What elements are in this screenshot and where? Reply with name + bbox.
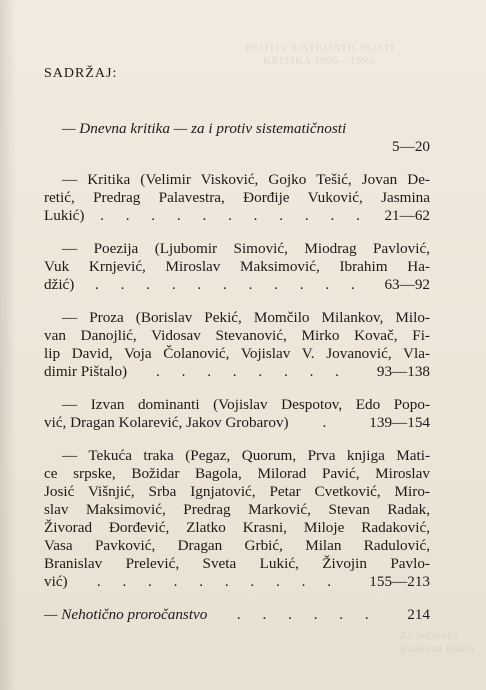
toc-leader-dots: . . . . . . . . xyxy=(156,363,348,380)
toc-entry-last-line xyxy=(44,606,430,624)
toc-entry-pages: 214 xyxy=(407,606,430,623)
toc-entry-pages: 155—213 xyxy=(369,573,430,590)
bleed-line: Radovan Rakin xyxy=(400,643,475,655)
toc-leader-dots: . . . . . . . . . . . xyxy=(95,276,364,293)
toc-entry-last-line xyxy=(44,363,430,381)
toc-entry-proza[interactable] xyxy=(44,309,430,381)
toc-entry-line: dimir Pištalo) xyxy=(44,363,128,380)
bleed-line: Za izdavača xyxy=(400,630,459,642)
toc-entry-title: — Dnevna kritika — za i protiv sistematičnosti xyxy=(62,120,347,137)
toc-entry-line: — Tekuća traka (Pegaz, Quorum, Prva knjiga Mati- xyxy=(62,447,430,464)
bleed-line: KRITIKA 1990—1993. xyxy=(262,55,378,67)
toc-entry-line: Vuk Krnjević, Miroslav Maksimović, Ibrahim Ha- xyxy=(44,258,430,275)
toc-entry-line: Živorad Đorđević, Zlatko Krasni, Miloje Radaković, xyxy=(44,519,430,536)
toc-entry-title: — Nehotično proročanstvo xyxy=(44,606,208,623)
toc-entry-line: vić, Dragan Kolarević, Jakov Grobarov) xyxy=(44,414,289,431)
toc-entry-last-line xyxy=(44,276,430,294)
toc-entry-poezija[interactable] xyxy=(44,240,430,294)
toc-entry-pages: 21—62 xyxy=(384,207,430,224)
toc-entry-line: džić) xyxy=(44,276,75,293)
toc-entry-line: Vasa Pavković, Dragan Grbić, Milan Radulović, xyxy=(44,537,430,554)
toc-entry-nehoticno-prorocanstvo[interactable] xyxy=(44,606,430,624)
toc-entry-line: ce srpske, Božidar Bagola, Milorad Pavić, Miroslav xyxy=(44,465,430,482)
toc-entry-line: van Danojlić, Vidosav Stevanović, Mirko Kovač, Fi- xyxy=(44,327,430,344)
toc-entry-pages: 5—20 xyxy=(392,138,430,155)
toc-entry-kritika[interactable] xyxy=(44,171,430,225)
toc-entry-line: slav Maksimović, Predrag Marković, Stevan Radak, xyxy=(44,501,430,518)
toc-entry-pages: 139—154 xyxy=(369,414,430,431)
toc-entry-tekuca-traka[interactable] xyxy=(44,447,430,591)
toc-leader-dots: . xyxy=(322,414,336,431)
bleed-through-text-top xyxy=(240,42,400,68)
toc-entry-dnevna-kritika[interactable] xyxy=(44,120,430,156)
toc-leader-dots: . . . . . . . . . . xyxy=(96,573,340,590)
toc-entry-line: Lukić) xyxy=(44,207,85,224)
toc-entry-line: — Proza (Borislav Pekić, Momčilo Milankov, Milo- xyxy=(62,309,430,326)
table-of-contents xyxy=(44,120,430,639)
toc-entry-line: retić, Predrag Palavestra, Đorđije Vuković, Jasmina xyxy=(44,189,430,206)
toc-entry-line: — Poezija (Ljubomir Simović, Miodrag Pavlović, xyxy=(62,240,430,257)
toc-entry-line: — Kritika (Velimir Visković, Gojko Tešić, Jovan De- xyxy=(62,171,430,188)
toc-entry-last-line xyxy=(44,414,430,432)
toc-entry-izvan-dominanti[interactable] xyxy=(44,396,430,432)
toc-entry-pages: 63—92 xyxy=(384,276,430,293)
toc-leader-dots: . . . . . . xyxy=(236,606,378,623)
toc-leader-dots: . . . . . . . . . . . xyxy=(100,207,369,224)
toc-entry-last-line xyxy=(44,573,430,591)
toc-entry-line: Branislav Prelević, Sveta Lukić, Živojin Pavlo- xyxy=(44,555,430,572)
toc-heading: SADRŽAJ: xyxy=(44,66,118,81)
toc-entry-line: lip David, Voja Čolanović, Vojislav V. Jovanović, Vla- xyxy=(44,345,430,362)
toc-entry-last-line xyxy=(44,207,430,225)
toc-entry-line: vić) xyxy=(44,573,68,590)
toc-entry-line: — Izvan dominanti (Vojislav Despotov, Edo Popo- xyxy=(62,396,430,413)
toc-entry-line: Josić Višnjić, Srba Ignjatović, Petar Cvetković, Miro- xyxy=(44,483,430,500)
bleed-line: PROTIV SISTEMATIČNOSTI xyxy=(245,42,395,54)
toc-entry-pages: 93—138 xyxy=(376,363,430,380)
